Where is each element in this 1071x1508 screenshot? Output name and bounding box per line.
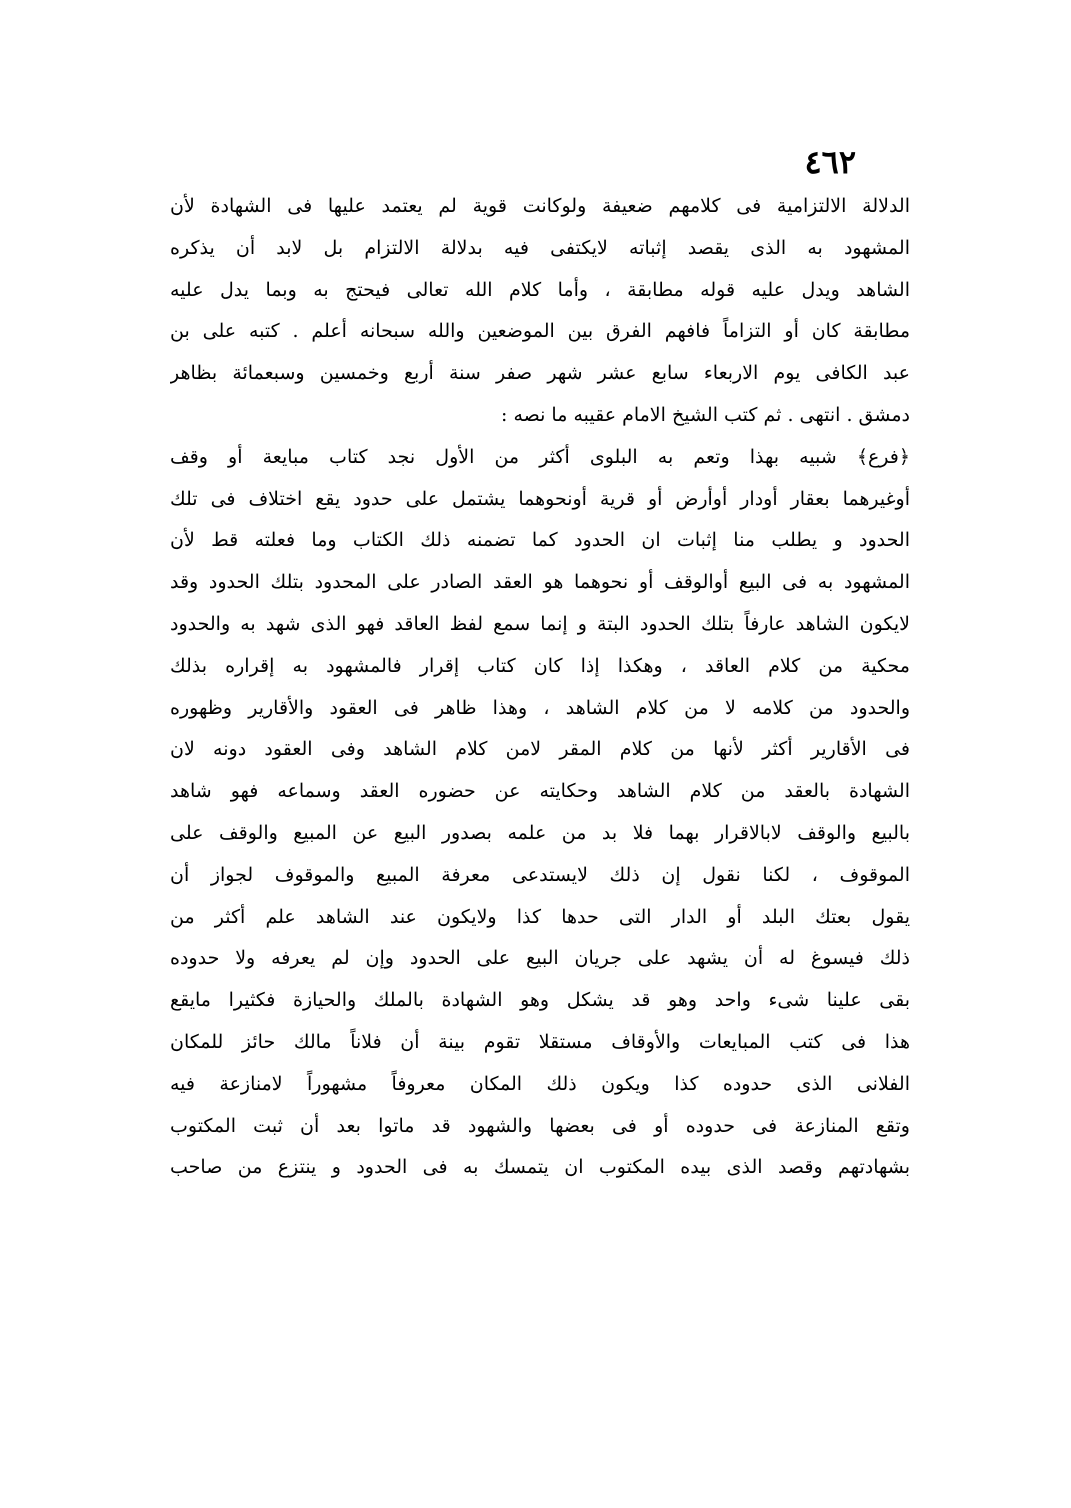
text-line: الحدود و يطلب منا إثبات ان الحدود كما تضمنه ذلك الكتاب وما فعلته قط لأن (170, 529, 910, 552)
text-line: بقى علينا شىء واحد وهو قد يشكل وهو الشهادة بالملك والحيازة فكثيرا مايقع (170, 989, 910, 1012)
text-line: مطابقة كان أو التزاماً فافهم الفرق بين الموضعين والله سبحانه أعلم . كتبه على بن (170, 320, 910, 343)
text-line: محكية من كلام العاقد ، وهكذا إذا كان كتاب إقرار فالمشهود به إقراره بذلك (170, 654, 910, 677)
text-line: بالبيع والوقف لابالاقرار بهما فلا بد من علمه بصدور البيع عن المبيع والوقف على (170, 821, 910, 844)
text-line: لايكون الشاهد عارفاً بتلك الحدود البتة و إنما سمع لفظ العاقد فهو الذى شهد به والحدود (170, 612, 910, 635)
text-line: عبد الكافى يوم الاربعاء سابع عشر شهر صفر سنة أربع وخمسين وسبعمائة بظاهر (170, 362, 910, 385)
text-line: بشهادتهم وقصد الذى بيده المكتوب ان يتمسك به فى الحدود و ينتزع من صاحب (170, 1156, 910, 1179)
text-line: يقول بعتك البلد أو الدار التى حدها كذا ولايكون عند الشاهد علم أكثر من (170, 905, 910, 928)
text-line: الموقوف ، لكنا نقول إن ذلك لايستدعى معرفة المبيع والموقوف لجواز أن (170, 863, 910, 886)
text-line: الشاهد ويدل عليه قوله مطابقة ، وأما كلام الله تعالى فيحتج به وبما يدل عليه (170, 278, 910, 301)
text-line: ذلك فيسوغ له أن يشهد على جريان البيع على الحدود وإن لم يعرفه ولا حدوده (170, 947, 910, 970)
text-line: الشهادة بالعقد من كلام الشاهد وحكايته عن حضوره العقد وسماعه فهو شاهد (170, 780, 910, 803)
text-line: الفلانى الذى حدوده كذا ويكون ذلك المكان معروفاً مشهوراً لامنازعة فيه (170, 1072, 910, 1095)
body-text (170, 186, 910, 1189)
text-line: والحدود من كلامه لا من كلام الشاهد ، وهذا ظاهر فى العقود والأقارير وظهوره (170, 696, 910, 719)
text-line: وتقع المنازعة فى حدوده أو فى بعضها والشهود قد ماتوا بعد أن ثبت المكتوب (170, 1114, 910, 1137)
text-line: الدلالة الالتزامية فى كلامهم ضعيفة ولوكانت قوية لم يعتمد عليها فى الشهادة لأن (170, 195, 910, 217)
text-line: هذا فى كتب المبايعات والأوقاف مستقلا تقوم بينة أن فلاناً مالك حائز للمكان (170, 1030, 910, 1053)
text-line: أوغيرهما بعقار أودار أوأرض أو قرية أونحوهما يشتمل على حدود يقع اختلاف فى تلك (170, 487, 910, 510)
page-number: ٤٦٢ (804, 143, 856, 181)
text-line: دمشق . انتهى . ثم كتب الشيخ الامام عقيبه ما نصه : (501, 403, 910, 426)
text-line: ﴿فرع﴾ شبيه بهذا وتعم به البلوى أكثر من الأول نجد كتاب مبايعة أو وقف (170, 445, 910, 468)
text-line: المشهود به الذى يقصد إثباته لايكتفى فيه بدلالة الالتزام بل لابد أن يذكره (170, 236, 910, 259)
text-line: فى الأقارير أكثر لأنها من كلام المقر لامن كلام الشاهد وفى العقود دونه لان (170, 738, 910, 761)
text-line: المشهود به فى البيع أوالوقف أو نحوهما هو العقد الصادر على المحدود بتلك الحدود وقد (170, 571, 910, 594)
